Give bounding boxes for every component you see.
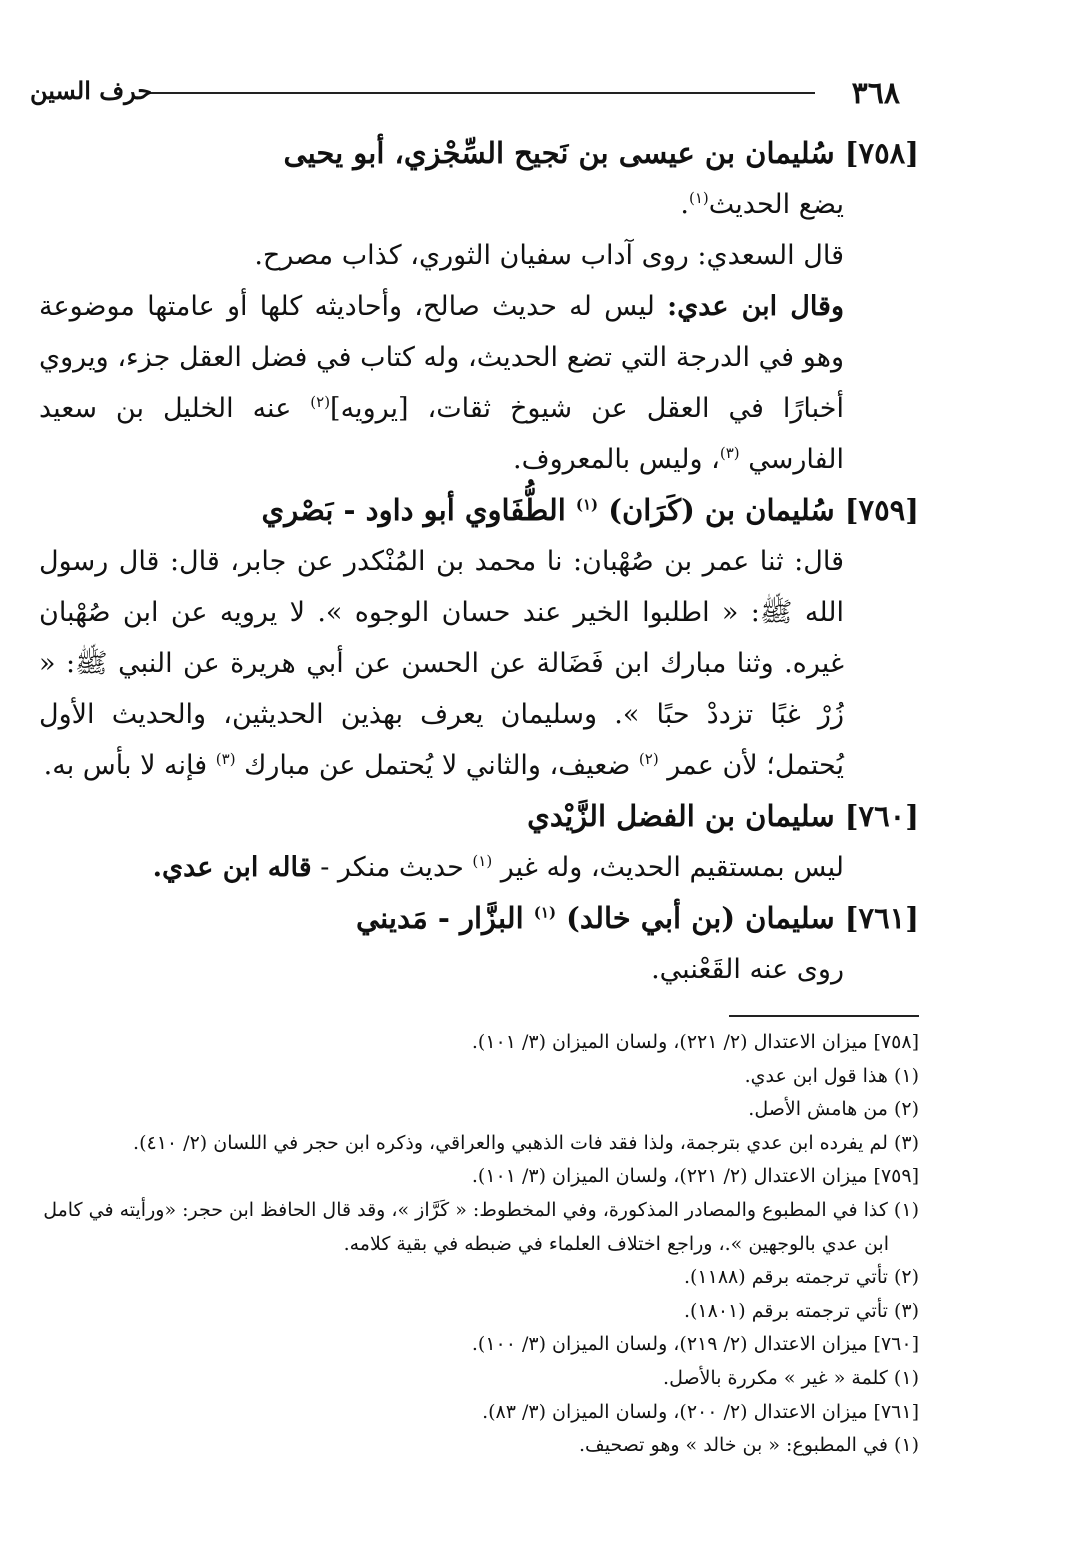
footnote-line: [٧٦١] ميزان الاعتدال (٢/ ٢٠٠)، ولسان الميزان (٣/ ٨٣). [482, 1400, 919, 1423]
footnote-ref: (١) [688, 189, 709, 207]
footnote-line: [٧٥٩] ميزان الاعتدال (٢/ ٢٢١)، ولسان الميزان (٣/ ١٠١). [471, 1165, 919, 1188]
footnote-ref: (٢) [310, 393, 331, 411]
entry-heading-760: [٧٦٠] سليمان بن الفضل الزَّيْدي [527, 799, 919, 833]
entry-759-paragraph: قال: ثنا عمر بن صُهْبان: نا محمد بن المُنْكدر عن جابر، قال: قال رسول الله ﷺ: « اطلبوا الخير عند حسان الوجوه ». لا يرويه عن ابن صُهْبان غيره. وثنا مبارك ابن فَضَالة عن الحسن عن أبي هريرة عن النبي ﷺ: « زُرْ غبًا تزددْ حبًا ». وسليمان يعرف بهذين الحديثين، والحديث الأول يُحتمل؛ لأن عمر $^{(٢)}$ ضعيف، والثاني لا يُحتمل عن مبارك $^{(٣)}$ فإنه لا بأس به. [39, 546, 844, 781]
entry-758-line-2: قال السعدي: روى آداب سفيان الثوري، كذاب مصرح. [254, 240, 844, 271]
footnote-line: (٣) لم يفرده ابن عدي بترجمة، ولذا فقد فات الذهبي والعراقي، وذكره ابن حجر في اللسان (٢/ ٤١٠). [133, 1131, 919, 1154]
footnote-ref: (١) [575, 495, 599, 514]
footnote-ref: (١) [472, 852, 493, 870]
footnote-line: (٣) تأتي ترجمته برقم (١٨٠١). [683, 1299, 919, 1322]
entry-758-line-1: يضع الحديث$^{(١)}$. [680, 189, 844, 220]
footnote-line: (١) هذا قول ابن عدي. [744, 1064, 919, 1087]
footnote-ref: (١) [533, 903, 557, 922]
footnote-line: [٧٦٠] ميزان الاعتدال (٢/ ٢١٩)، ولسان الميزان (٣/ ١٠٠). [471, 1333, 919, 1356]
footnote-line: (٢) تأتي ترجمته برقم (١١٨٨). [683, 1266, 919, 1289]
footnote-ref: (٣) [215, 750, 236, 768]
footnote-line: (١) كذا في المطبوع والمصادر المذكورة، وفي المخطوط: « كَرَّاز »، وقد قال الحافظ ابن حجر: «ورأيته في كامل [43, 1198, 919, 1221]
footnote-ref: (٢) [638, 750, 659, 768]
footnote-line: (١) في المطبوع: « بن خالد » وهو تصحيف. [579, 1434, 919, 1457]
footnote-separator [729, 1015, 919, 1017]
footnote-ref: (٣) [719, 444, 740, 462]
footnote-line: (١) كلمة « غير » مكررة بالأصل. [663, 1366, 919, 1389]
entry-heading-759: [٧٥٩] سُليمان بن (كَرَان) $^{(١)}$ الطُّفَاوي أبو داود - بَصْري [261, 493, 919, 527]
footnotes [39, 1026, 919, 1463]
header-rule [150, 92, 815, 94]
page-header [30, 74, 900, 114]
entry-heading-758: [٧٥٨] سُليمان بن عيسى بن نَجيح السِّجْزي، أبو يحيى [283, 136, 919, 170]
entry-758-paragraph: وقال ابن عدي: ليس له حديث صالح، وأحاديثه كلها أو عامتها موضوعة وهو في الدرجة التي تضع الحديث، وله كتاب في فضل العقل جزء، ويروي أخبارًا في العقل عن شيوخ ثقات، [يرويه]$^{(٢)}$ عنه الخليل بن سعيد الفارسي $^{(٣)}$، وليس بالمعروف. [39, 291, 845, 475]
footnote-line: [٧٥٨] ميزان الاعتدال (٢/ ٢٢١)، ولسان الميزان (٣/ ١٠١). [471, 1031, 919, 1053]
entry-760-paragraph: ليس بمستقيم الحديث، وله غير $^{(١)}$ حديث منكر - قاله ابن عدي. [152, 852, 844, 883]
page-number: ٣٦٨ [851, 76, 900, 111]
footnote-line: (٢) من هامش الأصل. [748, 1098, 919, 1121]
main-text [39, 128, 919, 995]
section-title: حرف السين [30, 76, 153, 105]
entry-761-paragraph: روى عنه القَعْنبي. [651, 954, 844, 985]
footnote-line: ابن عدي بالوجهين ».، وراجع اختلاف العلماء في ضبطه في بقية كلامه. [343, 1232, 889, 1255]
entry-heading-761: [٧٦١] سليمان (بن أبي خالد) $^{(١)}$ البزَّار - مَديني [356, 901, 919, 935]
